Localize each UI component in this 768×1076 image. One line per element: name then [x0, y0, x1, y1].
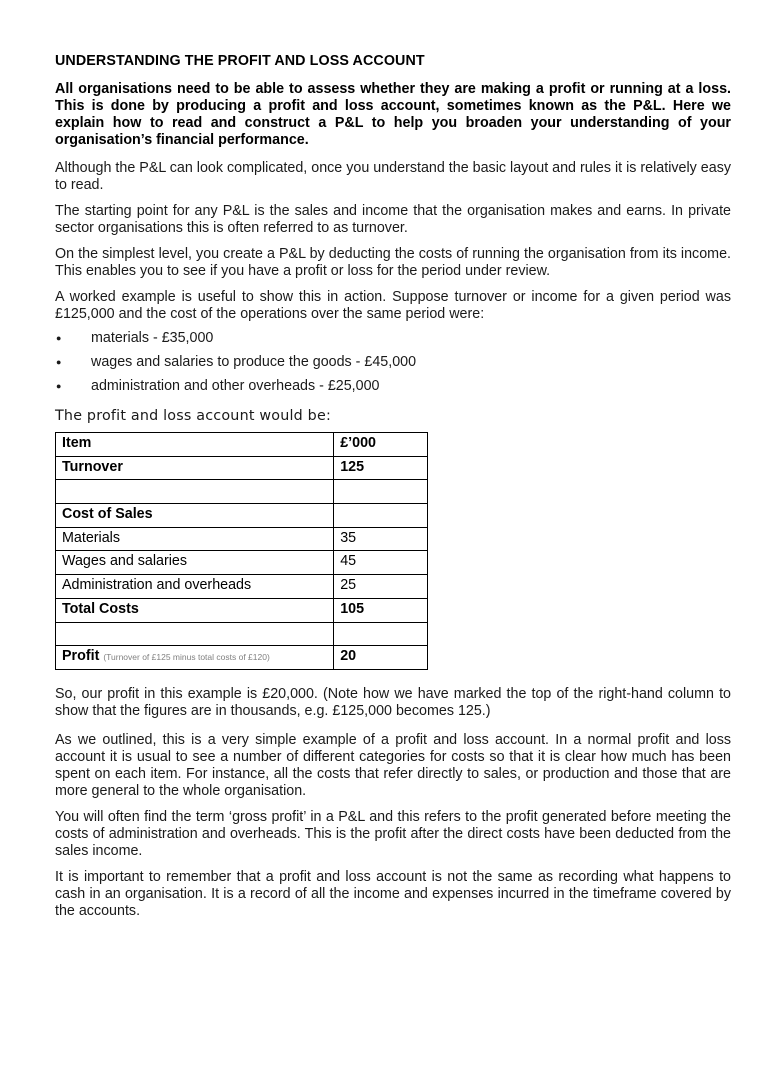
- table-row: [56, 598, 428, 622]
- intro-paragraph: All organisations need to be able to assess whether they are making a profit or running at a loss. This is done by producing a profit and loss account, sometimes known as the P&L. Here we explain how to read and construct a P&L to help you broaden your understanding of your organisation’s financial performance.: [55, 81, 731, 148]
- profit-label-cell: [56, 646, 334, 670]
- table-row: [56, 456, 428, 480]
- profit-loss-table: [55, 432, 428, 670]
- empty-cell: [56, 622, 334, 646]
- profit-value-cell: 20: [334, 646, 428, 670]
- header-item-cell: Item: [56, 433, 334, 457]
- row-label-cell: Materials: [56, 527, 334, 551]
- table-intro: The profit and loss account would be:: [55, 408, 331, 424]
- list-item-text: wages and salaries to produce the goods - £45,000: [91, 354, 417, 370]
- empty-cell: [334, 480, 428, 504]
- body-paragraph: A worked example is useful to show this in action. Suppose turnover or income for a given period was £125,000 and the cost of the operations over the same period were:: [55, 289, 731, 322]
- total-costs-value-cell: 105: [334, 598, 428, 622]
- row-value-cell: 35: [334, 527, 428, 551]
- body-paragraph: You will often find the term ‘gross profit’ in a P&L and this refers to the profit generated before meeting the costs of administration and overheads. This is the profit after the direct costs have been deducted from the sales income.: [55, 808, 731, 859]
- document-title: UNDERSTANDING THE PROFIT AND LOSS ACCOUNT: [55, 53, 425, 69]
- body-paragraph: It is important to remember that a profit and loss account is not the same as recording what happens to cash in an organisation. It is a record of all the income and expenses incurred in the timeframe covered by the accounts.: [55, 868, 731, 919]
- cost-of-sales-label-cell: Cost of Sales: [56, 504, 334, 528]
- list-item-text: materials - £35,000: [91, 330, 214, 346]
- body-paragraph: So, our profit in this example is £20,000. (Note how we have marked the top of the right-hand column to show that the figures are in thousands, e.g. £125,000 becomes 125.): [55, 685, 731, 719]
- table-row: [56, 646, 428, 670]
- table-row: [56, 622, 428, 646]
- bullet-icon: ●: [56, 333, 62, 343]
- table-row: [56, 504, 428, 528]
- body-paragraph: As we outlined, this is a very simple example of a profit and loss account. In a normal profit and loss account it is usual to see a number of different categories for costs so that it is clear how much has been spent on each item. For instance, all the costs that refer directly to sales, or production and those that are more general to the whole organisation.: [55, 731, 731, 799]
- row-value-cell: 45: [334, 551, 428, 575]
- cost-bullet-list: [55, 330, 731, 402]
- total-costs-label-cell: Total Costs: [56, 598, 334, 622]
- row-label-cell: Wages and salaries: [56, 551, 334, 575]
- table-header-row: [56, 433, 428, 457]
- empty-cell: [334, 622, 428, 646]
- profit-note: (Turnover of £125 minus total costs of £120): [103, 652, 270, 663]
- turnover-value-cell: 125: [334, 456, 428, 480]
- table-row: [56, 480, 428, 504]
- body-paragraph: Although the P&L can look complicated, once you understand the basic layout and rules it is relatively easy to read.: [55, 160, 731, 193]
- profit-label: Profit: [62, 648, 100, 665]
- body-paragraph: The starting point for any P&L is the sales and income that the organisation makes and earns. In private sector organisations this is often referred to as turnover.: [55, 203, 731, 236]
- header-value-cell: £’000: [334, 433, 428, 457]
- document-page: [0, 52, 768, 1076]
- turnover-label-cell: Turnover: [56, 456, 334, 480]
- list-item: [55, 378, 731, 402]
- row-label-cell: Administration and overheads: [56, 575, 334, 599]
- list-item-text: administration and other overheads - £25,000: [91, 378, 380, 394]
- empty-cell: [56, 480, 334, 504]
- body-paragraph: On the simplest level, you create a P&L by deducting the costs of running the organisation from its income. This enables you to see if you have a profit or loss for the period under review.: [55, 246, 731, 279]
- bullet-icon: ●: [56, 381, 62, 391]
- empty-cell: [334, 504, 428, 528]
- table-row: [56, 551, 428, 575]
- bullet-icon: ●: [56, 357, 62, 367]
- list-item: [55, 330, 731, 354]
- row-value-cell: 25: [334, 575, 428, 599]
- table-row: [56, 575, 428, 599]
- table-row: [56, 527, 428, 551]
- list-item: [55, 354, 731, 378]
